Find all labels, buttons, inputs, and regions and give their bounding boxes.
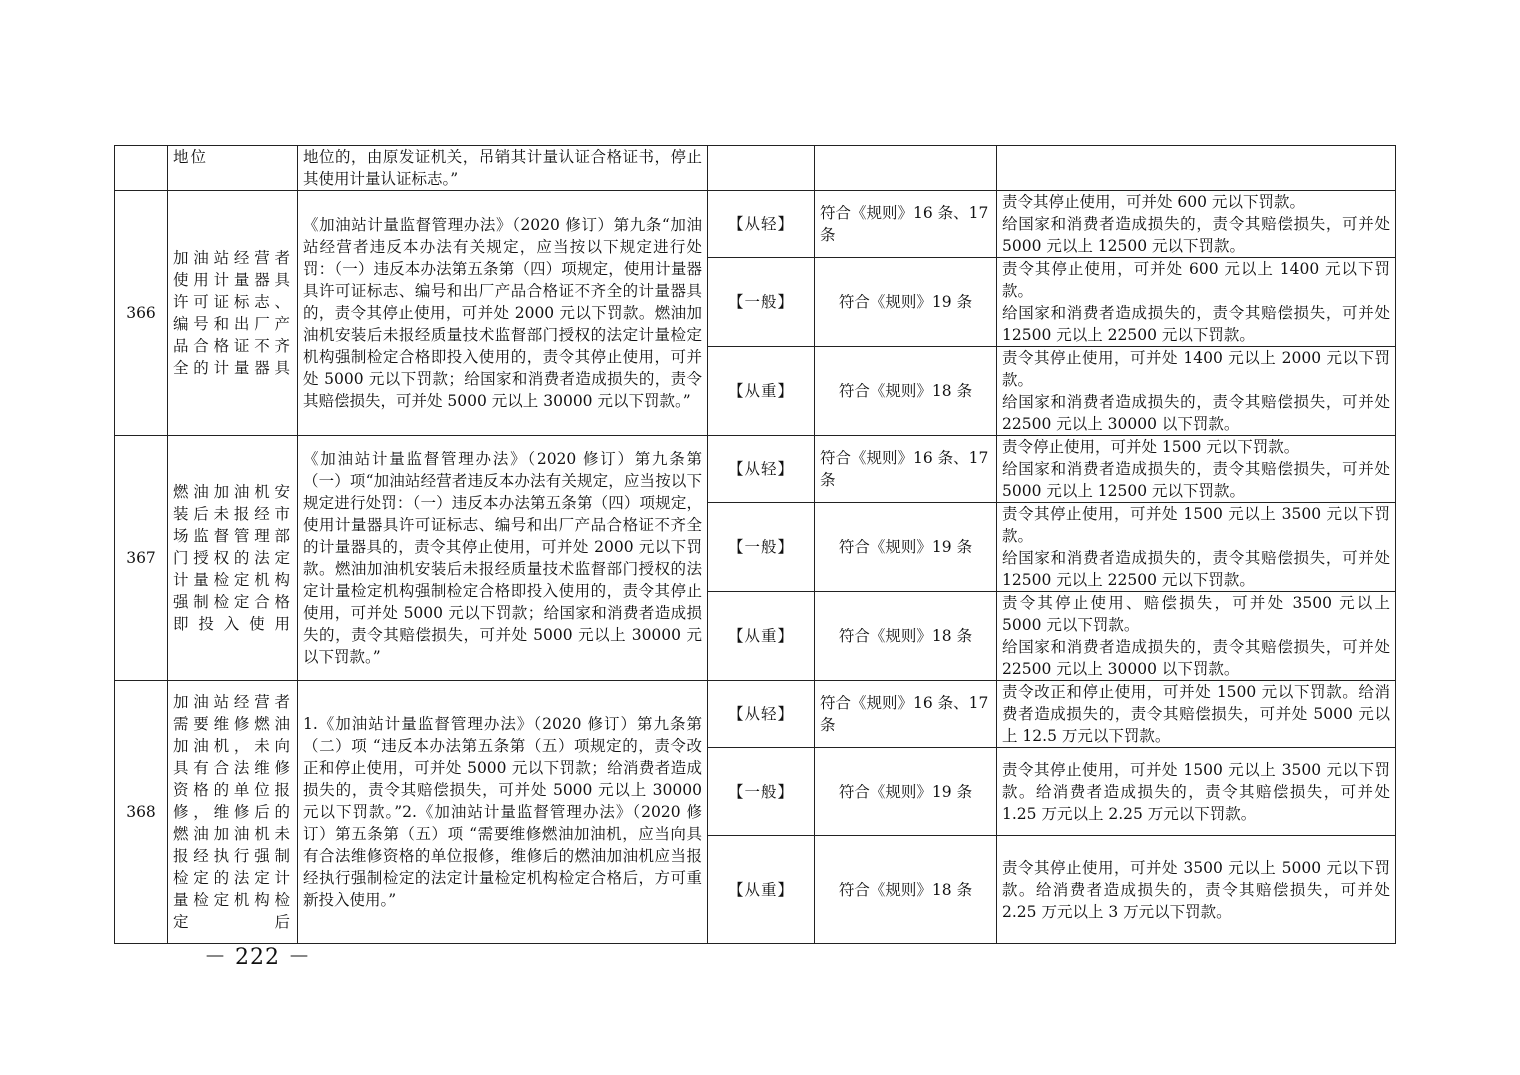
penalty-cell: [997, 748, 1396, 836]
standard-cell: 符合《规则》19 条: [815, 748, 997, 836]
level-cell: 【一般】: [708, 503, 815, 592]
standard-cell: 符合《规则》18 条: [815, 836, 997, 944]
penalty-line: 责令其停止使用，可并处 1400 元以上 2000 元以下罚款。: [1002, 349, 1390, 389]
penalty-line: 责令其停止使用，可并处 1500 元以上 3500 元以下罚款。给消费者造成损失的，责令其赔偿损失，可并处 1.25 万元以上 2.25 万元以下罚款。: [1002, 760, 1390, 823]
level-cell: [708, 146, 815, 191]
penalty-line: 给国家和消费者造成损失的，责令其赔偿损失，可并处 12500 元以上 22500 元以下罚款。: [1002, 549, 1390, 589]
level-cell: 【一般】: [708, 748, 815, 836]
penalty-cell: [997, 503, 1396, 592]
table-row-continued: [115, 146, 1396, 191]
standard-cell: 符合《规则》16 条、17 条: [815, 436, 997, 503]
standard-cell: 符合《规则》18 条: [815, 592, 997, 681]
standard-cell: 符合《规则》19 条: [815, 503, 997, 592]
penalty-standards-table: [114, 145, 1396, 944]
penalty-cell: [997, 146, 1396, 191]
standard-cell: 符合《规则》19 条: [815, 258, 997, 347]
level-cell: 【从重】: [708, 836, 815, 944]
penalty-cell: [997, 836, 1396, 944]
penalty-cell: [997, 681, 1396, 748]
table-row: [115, 436, 1396, 503]
penalty-line: 责令其停止使用，可并处 600 元以上 1400 元以下罚款。: [1002, 260, 1390, 300]
legal-basis-cell: 地位的，由原发证机关，吊销其计量认证合格证书，停止其使用计量认证标志。”: [298, 146, 708, 191]
penalty-line: 给国家和消费者造成损失的，责令其赔偿损失，可并处 12500 元以上 22500 元以下罚款。: [1002, 304, 1390, 344]
penalty-cell: [997, 347, 1396, 436]
level-cell: 【从轻】: [708, 681, 815, 748]
penalty-line: 责令其停止使用、赔偿损失，可并处 3500 元以上 5000 元以下罚款。: [1002, 594, 1390, 634]
legal-basis-cell: 《加油站计量监督管理办法》（2020 修订）第九条第（一）项“加油站经营者违反本办法有关规定，应当按以下规定进行处罚：（一）违反本办法第五条第（四）项规定，使用计量器具许可证标志、编号和出厂产品合格证不齐全的计量器具的，责令其停止使用，可并处 2000 元以下罚款。燃油加油机安装后未报经质量技术监督部门授权的法定计量检定机构强制检定合格即投入使用的，责令其停止使用，可并处 5000 元以下罚款；给国家和消费者造成损失的，责令其赔偿损失，可并处 5000 元以上 30000 元以下罚款。”: [298, 436, 708, 681]
row-number-cell: 366: [115, 191, 168, 436]
level-cell: 【从轻】: [708, 191, 815, 258]
penalty-cell: [997, 592, 1396, 681]
row-number-cell: 368: [115, 681, 168, 944]
standard-cell: 符合《规则》18 条: [815, 347, 997, 436]
penalty-line: 给国家和消费者造成损失的，责令其赔偿损失，可并处 5000 元以上 12500 元以下罚款。: [1002, 460, 1390, 500]
penalty-line: 责令改正和停止使用，可并处 1500 元以下罚款。给消费者造成损失的，责令其赔偿损失，可并处 5000 元以上 12.5 万元以下罚款。: [1002, 683, 1390, 745]
standard-cell: 符合《规则》16 条、17 条: [815, 191, 997, 258]
level-cell: 【从重】: [708, 592, 815, 681]
penalty-line: 责令其停止使用，可并处 600 元以下罚款。: [1002, 193, 1305, 211]
level-cell: 【一般】: [708, 258, 815, 347]
legal-basis-cell: 1.《加油站计量监督管理办法》（2020 修订）第九条第（二）项 “违反本办法第五条第（五）项规定的，责令改正和停止使用，可并处 5000 元以下罚款；给消费者造成损失的，责令其赔偿损失，可并处 5000 元以上 30000 元以下罚款。”2.《加油站计量监督管理办法》（2020 修订）第五条第（五）项 “需要维修燃油加油机，应当向具有合法维修资格的单位报修，维修后的燃油加油机应当报经执行强制检定的法定计量检定机构检定合格后，方可重新投入使用。”: [298, 681, 708, 944]
legal-basis-cell: 《加油站计量监督管理办法》（2020 修订）第九条“加油站经营者违反本办法有关规定，应当按以下规定进行处罚：（一）违反本办法第五条第（四）项规定，使用计量器具许可证标志、编号和出厂产品合格证不齐全的计量器具的，责令其停止使用，可并处 2000 元以下罚款。燃油加油机安装后未报经质量技术监督部门授权的法定计量检定机构强制检定合格即投入使用的，责令其停止使用，可并处 5000 元以下罚款；给国家和消费者造成损失的，责令其赔偿损失，可并处 5000 元以上 30000 元以下罚款。”: [298, 191, 708, 436]
violation-name-cell: 燃油加油机安装后未报经市场监督管理部门授权的法定计量检定机构强制检定合格即投入使用: [168, 436, 298, 681]
penalty-cell: [997, 191, 1396, 258]
penalty-cell: [997, 436, 1396, 503]
table-row: [115, 191, 1396, 258]
penalty-cell: [997, 258, 1396, 347]
standard-cell: [815, 146, 997, 191]
penalty-line: 责令其停止使用，可并处 3500 元以上 5000 元以下罚款。给消费者造成损失的，责令其赔偿损失，可并处 2.25 万元以上 3 万元以下罚款。: [1002, 858, 1390, 921]
violation-name-cell: 地位: [168, 146, 298, 191]
level-cell: 【从轻】: [708, 436, 815, 503]
row-number-cell: [115, 146, 168, 191]
level-cell: 【从重】: [708, 347, 815, 436]
page-number: － 222 －: [204, 945, 311, 970]
standard-cell: 符合《规则》16 条、17 条: [815, 681, 997, 748]
table-row: [115, 681, 1396, 748]
penalty-line: 责令停止使用，可并处 1500 元以下罚款。: [1002, 438, 1300, 456]
penalty-line: 责令其停止使用，可并处 1500 元以上 3500 元以下罚款。: [1002, 505, 1390, 545]
penalty-line: 给国家和消费者造成损失的，责令其赔偿损失，可并处 5000 元以上 12500 元以下罚款。: [1002, 215, 1390, 255]
row-number-cell: 367: [115, 436, 168, 681]
violation-name-cell: 加油站经营者需要维修燃油加油机，未向具有合法维修资格的单位报修，维修后的燃油加油机未报经执行强制检定的法定计量检定机构检定后: [168, 681, 298, 944]
penalty-line: 给国家和消费者造成损失的，责令其赔偿损失，可并处 22500 元以上 30000 以下罚款。: [1002, 638, 1390, 678]
penalty-line: 给国家和消费者造成损失的，责令其赔偿损失，可并处 22500 元以上 30000 以下罚款。: [1002, 393, 1390, 433]
violation-name-cell: 加油站经营者使用计量器具许可证标志、编号和出厂产品合格证不齐全的计量器具: [168, 191, 298, 436]
